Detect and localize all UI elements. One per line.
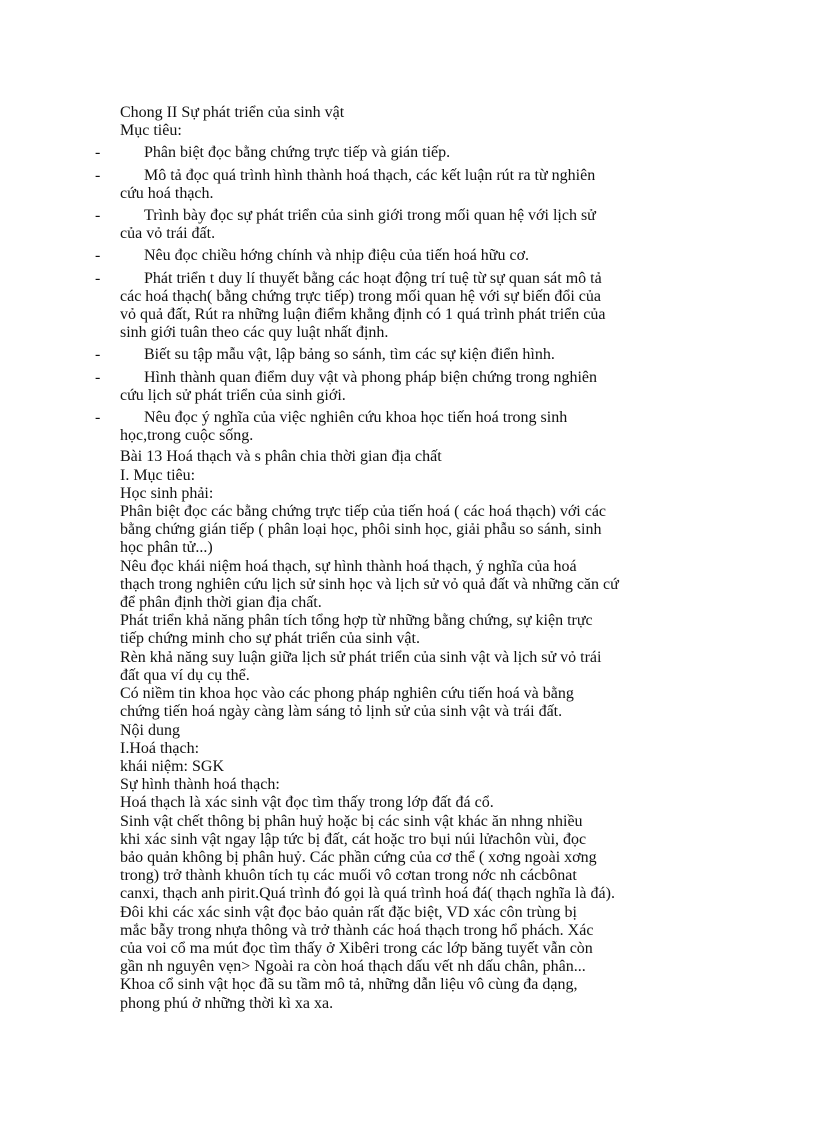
lesson-line: Bài 13 Hoá thạch và s phân chia thời gian địa chất [120, 448, 442, 466]
lesson-line: thạch trong nghiên cứu lịch sử sinh học và lịch sử vỏ quả đất và những căn cứ [120, 575, 619, 593]
lesson-line: học phân tử...) [120, 539, 213, 557]
lesson-line: khái niệm: SGK [120, 757, 224, 775]
objective-item [95, 269, 690, 343]
objective-item [95, 144, 690, 162]
bullet-dash: - [95, 368, 101, 386]
objective-item [95, 368, 690, 405]
objectives-heading: Mục tiêu: [120, 122, 182, 140]
bullet-dash: - [95, 247, 101, 265]
objective-line: Trình bày đọc sự phát triển của sinh giới trong mối quan hệ với lịch sử [144, 207, 596, 225]
lesson-line: trong) trở thành khuôn tích tụ các muối vô cơtan trong nớc nh cácbônat [120, 867, 577, 885]
objective-line: các hoá thạch( bằng chứng trực tiếp) trong mối quan hệ với sự biến đổi của [120, 287, 601, 305]
lesson-line: mắc bẫy trong nhựa thông và trở thành các hoá thạch trong hổ phách. Xác [120, 921, 594, 939]
lesson-line: Nội dung [120, 721, 180, 739]
lesson-line: Rèn khả năng suy luận giữa lịch sử phát triển của sinh vật và lịch sử vỏ trái [120, 648, 602, 666]
lesson-line: khi xác sinh vật ngay lập tức bị đất, cát hoặc tro bụi núi lửachôn vùi, đọc [120, 830, 587, 848]
lesson-line: Đôi khi các xác sinh vật đọc bảo quản rất đặc biệt, VD xác côn trùng bị [120, 903, 577, 921]
lesson-line: Có niềm tin khoa học vào các phong pháp nghiên cứu tiến hoá và bằng [120, 685, 574, 703]
lesson-line: Sự hình thành hoá thạch: [120, 776, 280, 794]
lesson-line: tiếp chứng minh cho sự phát triển của sinh vật. [120, 630, 420, 648]
objective-item [95, 166, 690, 203]
objective-line: Hình thành quan điểm duy vật và phong pháp biện chứng trong nghiên [144, 368, 598, 386]
lesson-line: Phân biệt đọc các bằng chứng trực tiếp của tiến hoá ( các hoá thạch) với các [120, 503, 607, 521]
objective-line: vỏ quả đất, Rút ra những luận điểm khẳng định có 1 quá trình phát triển của [120, 306, 606, 324]
lesson-line: để phân định thời gian địa chất. [120, 594, 322, 612]
objective-item [95, 247, 690, 265]
lesson-line: Phát triển khả năng phân tích tổng hợp từ những bằng chứng, sự kiện trực [120, 612, 593, 630]
bullet-dash: - [95, 409, 101, 427]
lesson-line: Hoá thạch là xác sinh vật đọc tìm thấy trong lớp đất đá cổ. [120, 794, 494, 812]
bullet-dash: - [95, 269, 101, 287]
objective-line: sinh giới tuân theo các quy luật nhất định. [120, 324, 389, 342]
lesson-line: Khoa cổ sinh vật học đã su tầm mô tả, những dẫn liệu vô cùng đa dạng, [120, 976, 578, 994]
objective-line: cứu lịch sử phát triển của sinh giới. [120, 386, 346, 404]
lesson-line: Học sinh phải: [120, 484, 214, 502]
objective-line: Phát triển t duy lí thuyết bằng các hoạt động trí tuệ từ sự quan sát mô tả [144, 269, 602, 287]
lesson-section [120, 448, 690, 1012]
lesson-line: I. Mục tiêu: [120, 466, 196, 484]
bullet-dash: - [95, 144, 101, 162]
lesson-line: bằng chứng gián tiếp ( phân loại học, phôi sinh học, giải phẫu so sánh, sinh [120, 521, 602, 539]
lesson-line: canxi, thạch anh pirit.Quá trình đó gọi là quá trình hoá đá( thạch nghĩa là đá). [120, 885, 615, 903]
bullet-dash: - [95, 207, 101, 225]
objective-line: Nêu đọc chiều hớng chính và nhịp điệu của tiến hoá hữu cơ. [144, 247, 530, 265]
lesson-line: I.Hoá thạch: [120, 739, 200, 757]
objective-line: Mô tả đọc quá trình hình thành hoá thạch, các kết luận rút ra từ nghiên [144, 166, 596, 184]
lesson-line: Sinh vật chết thông bị phân huỷ hoặc bị các sinh vật khác ăn nhng nhiều [120, 812, 583, 830]
chapter-objectives-list [95, 144, 690, 445]
lesson-line: bảo quản không bị phân huỷ. Các phần cứng của cơ thể ( xơng ngoài xơng [120, 848, 597, 866]
objective-line: cứu hoá thạch. [120, 184, 214, 202]
bullet-dash: - [95, 346, 101, 364]
bullet-dash: - [95, 166, 101, 184]
objective-line: học,trong cuộc sống. [120, 427, 254, 445]
objective-line: Nêu đọc ý nghĩa của việc nghiên cứu khoa học tiến hoá trong sinh [144, 409, 568, 427]
objective-line: Phân biệt đọc bằng chứng trực tiếp và gián tiếp. [144, 144, 451, 162]
objective-item [95, 409, 690, 445]
document-body [95, 104, 690, 1013]
objective-line: của vỏ trái đất. [120, 225, 216, 243]
lesson-line: Nêu đọc khái niệm hoá thạch, sự hình thành hoá thạch, ý nghĩa của hoá [120, 557, 577, 575]
lesson-line: gần nh nguyên vẹn> Ngoài ra còn hoá thạch dấu vết nh dấu chân, phân... [120, 958, 586, 976]
objective-item [95, 346, 690, 364]
chapter-title: Chong II Sự phát triển của sinh vật [120, 104, 345, 121]
objective-line: Biết su tập mẫu vật, lập bảng so sánh, tìm các sự kiện điển hình. [144, 346, 555, 364]
lesson-line: chứng tiến hoá ngày càng làm sáng tỏ lịnh sử của sinh vật và trái đất. [120, 703, 563, 721]
lesson-line: phong phú ở những thời kì xa xa. [120, 994, 334, 1012]
lesson-line: của voi cổ ma mút đọc tìm thấy ở Xibêri trong các lớp băng tuyết vẫn còn [120, 939, 593, 957]
lesson-line: đất qua ví dụ cụ thể. [120, 666, 250, 684]
objective-item [95, 207, 690, 243]
